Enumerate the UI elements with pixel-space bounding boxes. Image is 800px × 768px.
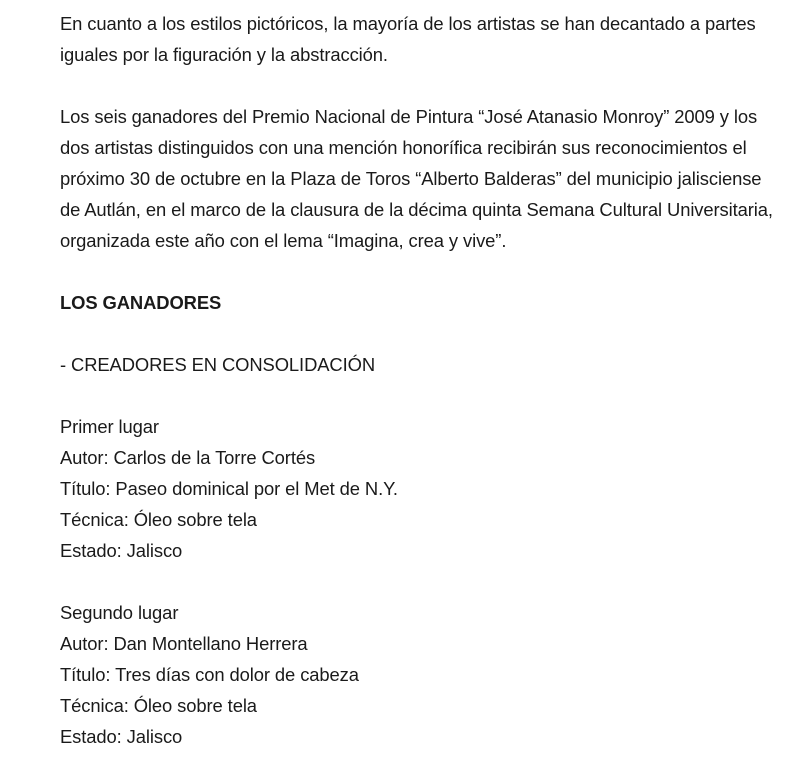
- winner-state: Estado: Jalisco: [60, 726, 183, 747]
- winner-place: Primer lugar: [60, 416, 159, 437]
- paragraph-painting-styles: En cuanto a los estilos pictóricos, la mayoría de los artistas se han decantado a partes iguales por la figuración y la abstracción.: [60, 13, 756, 65]
- category-label: - CREADORES EN CONSOLIDACIÓN: [60, 354, 375, 375]
- paragraph-gap: [60, 566, 780, 597]
- paragraph-gap: [60, 318, 780, 349]
- winner-state: Estado: Jalisco: [60, 540, 183, 561]
- paragraph-award-ceremony: Los seis ganadores del Premio Nacional de Pintura “José Atanasio Monroy” 2009 y los dos artistas distinguidos con una mención honorífica recibirán sus reconocimientos el próximo 30 de octubre en la Plaza de Toros “Alberto Balderas” del municipio jalisciense de Autlán, en el marco de la clausura de la décima quinta Semana Cultural Universitaria, organizada este año con el lema “Imagina, crea y vive”.: [60, 106, 773, 251]
- winner-entry-first: [60, 411, 780, 566]
- winner-technique: Técnica: Óleo sobre tela: [60, 509, 257, 530]
- winner-author: Autor: Carlos de la Torre Cortés: [60, 447, 316, 468]
- winners-heading: LOS GANADORES: [60, 292, 222, 313]
- paragraph-gap: [60, 70, 780, 101]
- paragraph-gap: [60, 380, 780, 411]
- winner-title: Título: Tres días con dolor de cabeza: [60, 664, 359, 685]
- winner-entry-second: [60, 597, 780, 752]
- winner-place: Segundo lugar: [60, 602, 179, 623]
- winner-author: Autor: Dan Montellano Herrera: [60, 633, 308, 654]
- article-body: [60, 8, 780, 752]
- paragraph-gap: [60, 256, 780, 287]
- winner-technique: Técnica: Óleo sobre tela: [60, 695, 257, 716]
- winner-title: Título: Paseo dominical por el Met de N.Y.: [60, 478, 398, 499]
